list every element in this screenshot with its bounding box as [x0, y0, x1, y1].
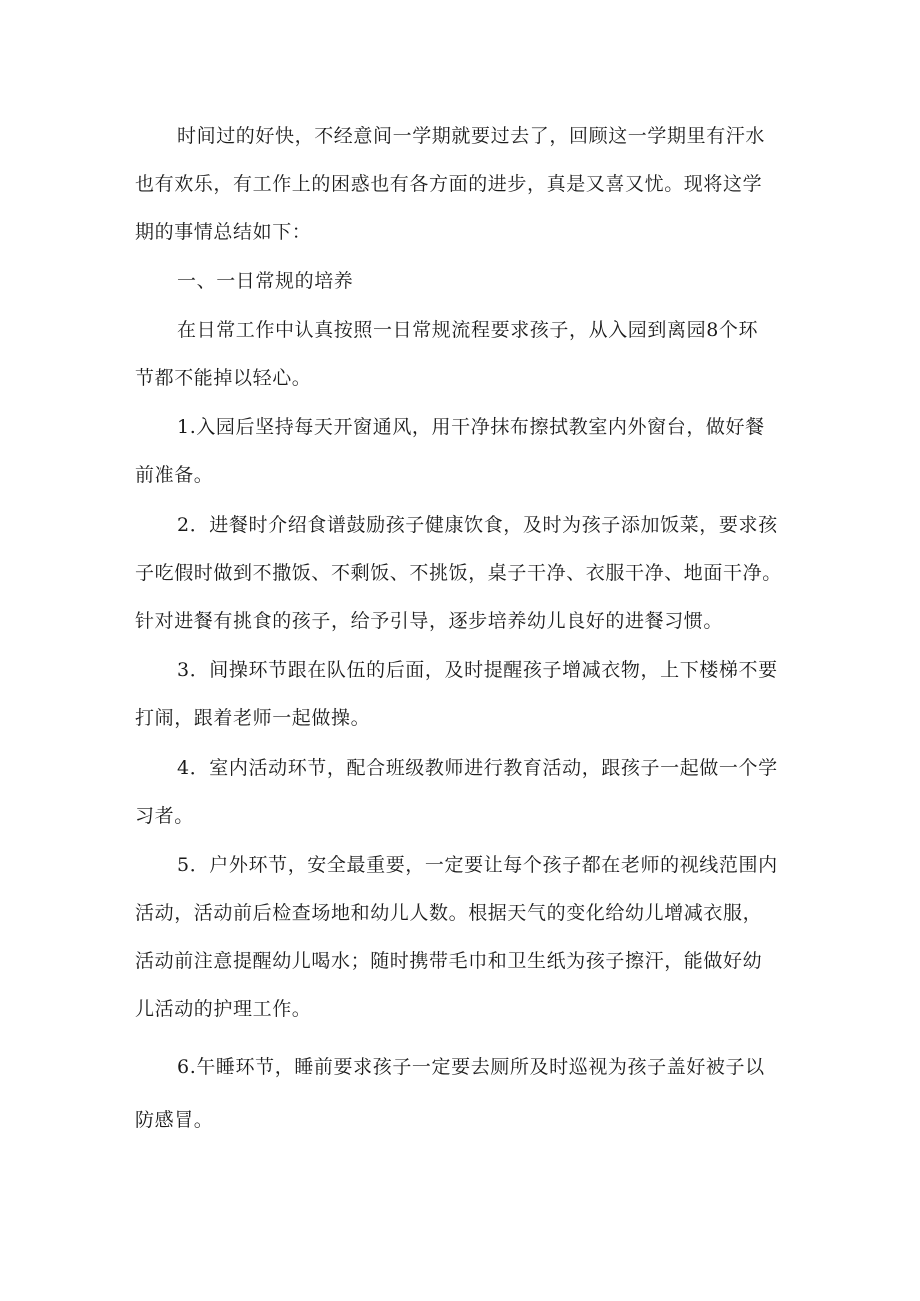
- item-5-line-2: 活动，活动前后检查场地和幼儿人数。根据天气的变化给幼儿增减衣服，: [135, 902, 763, 924]
- section-intro-line-2: 节都不能掉以轻心。: [135, 367, 312, 389]
- intro-line-1: 时间过的好快，不经意间一学期就要过去了，回顾这一学期里有汗水: [177, 125, 766, 147]
- item-1-line-1: 1.入园后坚持每天开窗通风，用干净抹布擦拭教室内外窗台，做好餐: [177, 416, 765, 438]
- item-1-line-2: 前准备。: [135, 464, 214, 486]
- intro-line-2: 也有欢乐，有工作上的困惑也有各方面的进步，真是又喜又忧。现将这学: [135, 173, 763, 195]
- item-4-line-2: 习者。: [135, 805, 194, 827]
- item-3-line-1: 3．间操环节跟在队伍的后面，及时提醒孩子增减衣物，上下楼梯不要: [177, 659, 778, 681]
- item-2-line-2: 子吃假时做到不撒饭、不剩饭、不挑饭，桌子干净、衣服干净、地面干净。: [135, 562, 782, 584]
- item-2-line-3: 针对进餐有挑食的孩子，给予引导，逐步培养幼儿良好的进餐习惯。: [135, 610, 724, 632]
- section-intro-line-1: 在日常工作中认真按照一日常规流程要求孩子，从入园到离园8个环: [177, 319, 759, 341]
- item-3-line-2: 打闹，跟着老师一起做操。: [135, 707, 371, 729]
- item-5-line-1: 5．户外环节，安全最重要，一定要让每个孩子都在老师的视线范围内: [177, 854, 778, 876]
- item-6-line-1: 6.午睡环节，睡前要求孩子一定要去厕所及时巡视为孩子盖好被子以: [177, 1056, 765, 1078]
- item-6-line-2: 防感冒。: [135, 1109, 214, 1131]
- item-5-line-3: 活动前注意提醒幼儿喝水；随时携带毛巾和卫生纸为孩子擦汗，能做好幼: [135, 950, 763, 972]
- item-5-line-4: 儿活动的护理工作。: [135, 998, 312, 1020]
- intro-line-3: 期的事情总结如下：: [135, 221, 312, 243]
- item-2-line-1: 2．进餐时介绍食谱鼓励孩子健康饮食，及时为孩子添加饭菜，要求孩: [177, 514, 778, 536]
- item-4-line-1: 4．室内活动环节，配合班级教师进行教育活动，跟孩子一起做一个学: [177, 757, 778, 779]
- section-heading: 一、一日常规的培养: [177, 270, 354, 292]
